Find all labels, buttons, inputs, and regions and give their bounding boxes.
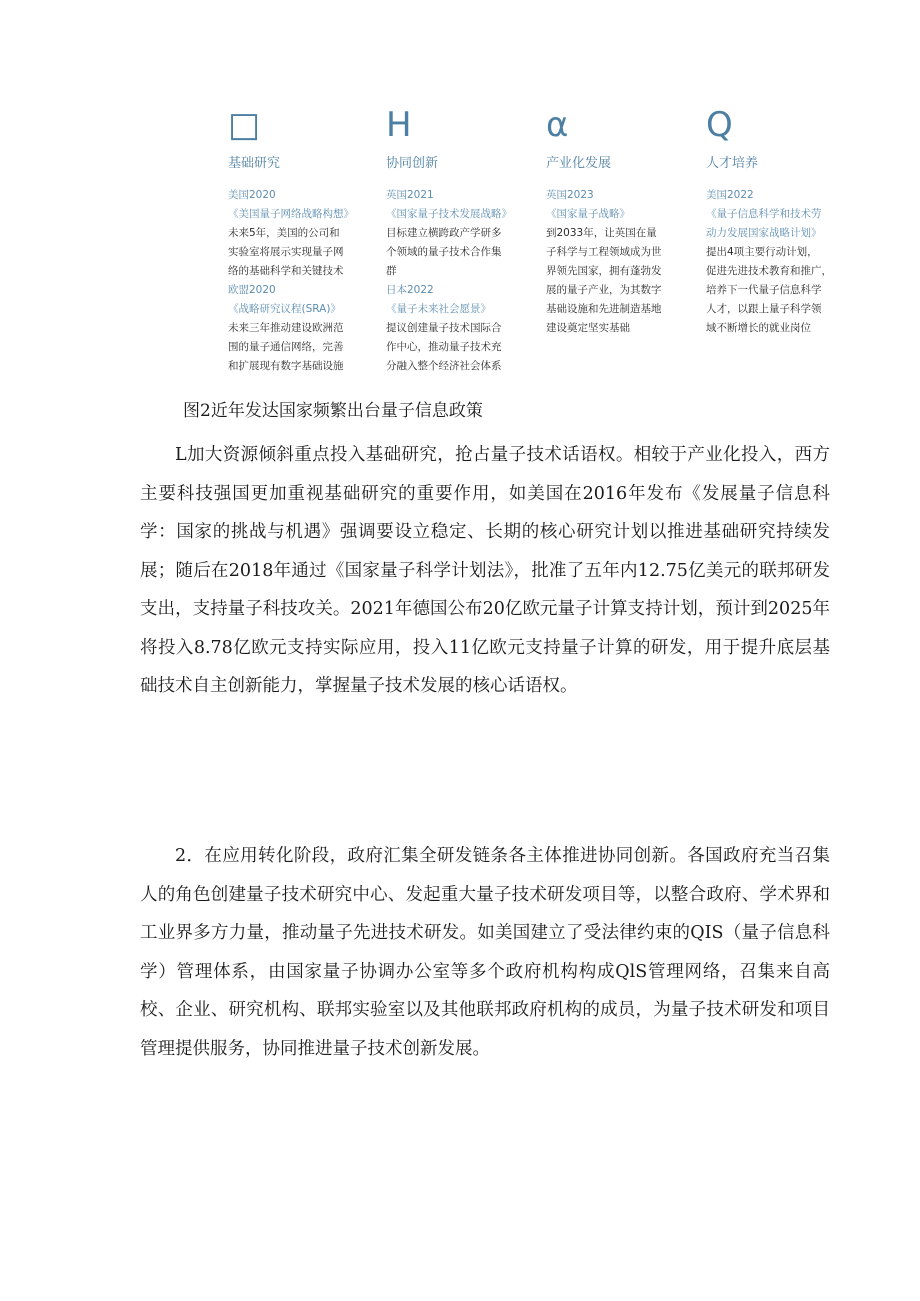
entry-country-year: 英国2021 xyxy=(386,189,434,201)
entry-description: 目标建立横跨政产学研多 个领域的量子技术合作集 群 xyxy=(386,227,502,277)
entry-policy-name: 《量子未来社会愿景》 xyxy=(386,303,491,315)
column-talent-cultivation xyxy=(706,105,866,338)
square-icon: □ xyxy=(228,105,261,145)
entry-country-year: 欧盟2020 xyxy=(228,284,276,296)
entry-policy-name: 《国家量子战略》 xyxy=(546,208,630,220)
alpha-icon: α xyxy=(546,105,569,145)
policy-entry xyxy=(228,281,388,376)
column-basic-research xyxy=(228,105,388,376)
policy-figure xyxy=(228,105,868,380)
entry-country-year: 英国2023 xyxy=(546,189,594,201)
body-paragraph: 2．在应用转化阶段，政府汇集全研发链条各主体推进协同创新。各国政府充当召集人的角色创建量子技术研究中心、发起重大量子技术研发项目等，以整合政府、学术界和工业界多方力量，推动量子先进技术研发。如美国建立了受法律约束的QIS（量子信息科学）管理体系，由国家量子协调办公室等多个政府机构构成QlS管理网络，召集来自高校、企业、研究机构、联邦实验室以及其他联邦政府机构的成员，为量子技术研发和项目管理提供服务，协同推进量子技术创新发展。 xyxy=(140,846,830,1059)
entry-description: 未来三年推动建设欧洲范 围的量子通信网络，完善 和扩展现有数字基础设施 xyxy=(228,322,344,372)
entry-policy-name: 《国家量子技术发展战略》 xyxy=(386,208,512,220)
entry-description: 提出4项主要行动计划， 促进先进技术教育和推广， 培养下一代量子信息科学 人才，以跟上量子科学领 域不断增长的就业岗位 xyxy=(706,246,832,334)
entry-policy-name: 《战略研究议程(SRA)》 xyxy=(228,303,341,315)
entry-description: 提议创建量子技术国际合 作中心，推动量子技术充 分融入整个经济社会体系 xyxy=(386,322,502,372)
body-paragraph: L加大资源倾斜重点投入基础研究，抢占量子技术话语权。相较于产业化投入，西方主要科技强国更加重视基础研究的重要作用，如美国在2016年发布《发展量子信息科学：国家的挑战与机遇》强调要设立稳定、长期的核心研究计划以推进基础研究持续发展；随后在2018年通过《国家量子科学计划法》，批准了五年内12.75亿美元的联邦研发支出，支持量子科技攻关。2021年德国公布20亿欧元量子计算支持计划，预计到2025年将投入8.78亿欧元支持实际应用，投入11亿欧元支持量子计算的研发，用于提升底层基础技术自主创新能力，掌握量子技术发展的核心话语权。 xyxy=(140,445,830,696)
column-collaborative-innovation xyxy=(386,105,546,376)
entry-country-year: 美国2020 xyxy=(228,189,276,201)
h-letter-icon: H xyxy=(386,105,412,145)
policy-entry xyxy=(386,281,546,376)
policy-entry xyxy=(228,186,388,281)
entry-policy-name: 《量子信息科学和技术劳 动力发展国家战略计划》 xyxy=(706,208,822,239)
entry-country-year: 日本2022 xyxy=(386,284,434,296)
policy-entry xyxy=(706,186,866,338)
policy-entry xyxy=(546,186,706,338)
column-title: 基础研究 xyxy=(228,156,281,171)
column-title: 产业化发展 xyxy=(546,156,612,171)
q-letter-icon: Q xyxy=(706,105,733,145)
entry-description: 到2033年，让英国在量 子科学与工程领域成为世 界领先国家，拥有蓬勃发 展的量子产业，为其数字 基础设施和先进制造基地 建设奠定坚实基础 xyxy=(546,227,662,334)
policy-entry xyxy=(386,186,546,281)
column-industrialization xyxy=(546,105,706,338)
figure-caption: 图2近年发达国家频繁出台量子信息政策 xyxy=(183,401,483,421)
entry-country-year: 美国2022 xyxy=(706,189,754,201)
column-title: 协同创新 xyxy=(386,156,439,171)
entry-description: 未来5年，美国的公司和 实验室将展示实现量子网 络的基础科学和关键技术 xyxy=(228,227,344,277)
entry-policy-name: 《美国量子网络战略构想》 xyxy=(228,208,354,220)
column-title: 人才培养 xyxy=(706,156,759,171)
